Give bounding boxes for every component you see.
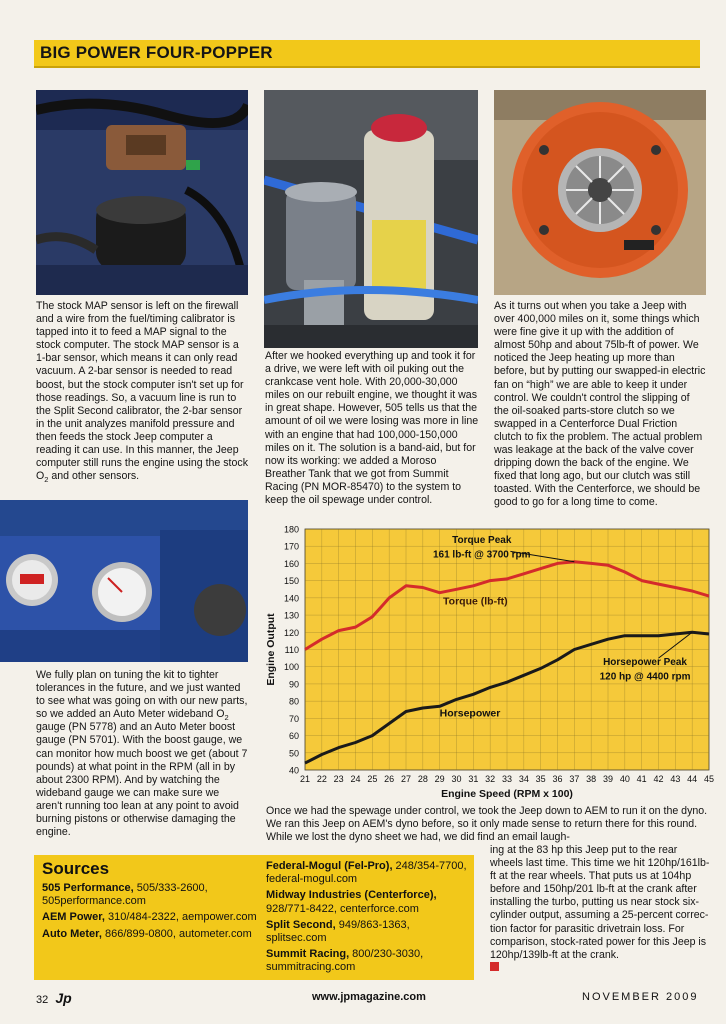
y-tick-label: 90: [288, 679, 299, 690]
x-tick-label: 31: [468, 774, 479, 784]
caption-gauges: We fully plan on tuning the kit to tighter tolerances in the future, and we just wanted to see what was going on with our new parts, so we added an Auto Meter wideband $O_2$ gauge (PN 5778) and an Auto Meter boost gauge (PN 5701). With the boost gauge, we can monitor how much boost we get (about 7 pounds) at what point in the RPM (all in by about 2300 RPM). And by watching the wideband gauge we can make sure we aren't running too lean at any point to avoid burning pistons or otherwise damaging the engine.: [36, 669, 248, 839]
x-tick-label: 33: [501, 774, 513, 784]
caption-map-sensor: The stock MAP sensor is left on the firewall and a wire from the fuel/timing calibrator is tapped into it to feed a MAP signal to the stock computer. The stock MAP sensor is a 1-bar sensor, which means it can only read vacuum. A 2-bar sensor is needed to read boost, but the stock computer isn't set up for those readings. So, a vacuum line is run to the Split Second calibrator, the 2-bar sensor in the unit analyzes manifold pressure and then feeds the stock Jeep computer a reading it can use. In this manner, the Jeep computer still runs the engine using the stock $O_2$ and other sensors.: [36, 300, 248, 485]
footer-url[interactable]: www.jpmagazine.com: [312, 991, 426, 1003]
source-entry: Summit Racing, 800/230-3030, summitracing.com: [266, 948, 424, 974]
x-tick-label: 27: [400, 774, 412, 784]
page-number: 32: [36, 994, 49, 1006]
y-tick-label: 50: [288, 748, 299, 759]
source-entry: 505 Performance, 505/333-2600, 505performance.com: [42, 882, 208, 908]
magazine-logo: Jp: [55, 990, 72, 1006]
source-entry: Midway Industries (Centerforce), 928/771-8422, centerforce.com: [266, 889, 437, 915]
sources-title: Sources: [42, 859, 110, 878]
x-tick-label: 42: [653, 774, 664, 784]
sources-box: [34, 855, 474, 980]
sources-left-column: [42, 882, 260, 944]
x-tick-label: 29: [434, 774, 445, 784]
footer-page: [36, 990, 72, 1006]
x-axis-label: Engine Speed (RPM x 100): [441, 788, 573, 800]
photo-gauges: [0, 500, 248, 662]
x-tick-label: 34: [518, 774, 529, 784]
x-tick-label: 26: [384, 774, 395, 784]
x-tick-label: 28: [417, 774, 428, 784]
x-tick-label: 32: [485, 774, 496, 784]
x-tick-label: 25: [367, 774, 378, 784]
y-tick-label: 160: [283, 558, 299, 569]
x-tick-label: 22: [316, 774, 327, 784]
photo-map-sensor: [36, 90, 248, 295]
source-entry: Federal-Mogul (Fel-Pro), 248/354-7700, federal-mogul.com: [266, 860, 467, 886]
torque-series-label: Torque (lb-ft): [443, 595, 508, 608]
article-title: BIG POWER FOUR-POPPER: [40, 43, 273, 62]
x-tick-label: 40: [619, 774, 630, 784]
caption-breather-tank: After we hooked everything up and took it for a drive, we were left with oil puking out the crankcase vent hole. With 20,000-30,000 miles on our rebuilt engine, we thought it was in great shape. However, 505 tells us that the amount of oil we were losing was more in line with an engine that had 100,000-150,000 miles on it. The solution is a band-aid, but for now its working: we added a Moroso Breather Tank that we got from Summit Racing (PN MOR-85470) to the system to keep the oil spewage under control.: [265, 350, 479, 507]
footer-issue: NOVEMBER 2009: [582, 991, 699, 1003]
y-axis-label: Engine Output: [265, 613, 277, 686]
photo-breather-tank: [264, 90, 478, 348]
dyno-chart-svg: [263, 520, 719, 805]
horsepower-series-label: Horsepower: [439, 707, 501, 720]
torque-peak-title: Torque Peak: [452, 534, 512, 546]
y-tick-label: 70: [288, 713, 299, 724]
y-tick-label: 60: [288, 731, 299, 742]
y-tick-label: 80: [288, 696, 299, 707]
x-tick-label: 45: [703, 774, 715, 784]
source-entry: Auto Meter, 866/899-0800, autometer.com: [42, 927, 252, 940]
y-tick-label: 100: [283, 662, 299, 673]
x-tick-label: 43: [670, 774, 681, 784]
source-entry: AEM Power, 310/484-2322, aempower.com: [42, 911, 257, 924]
end-mark-icon: [490, 962, 499, 971]
x-tick-label: 36: [552, 774, 563, 784]
header-bar: [34, 40, 700, 68]
x-tick-label: 23: [333, 774, 344, 784]
horsepower-peak-title: Horsepower Peak: [603, 656, 688, 668]
x-tick-label: 44: [687, 774, 698, 784]
sources-right-column: [266, 860, 470, 978]
y-tick-label: 120: [283, 627, 299, 638]
y-tick-label: 170: [283, 541, 299, 552]
x-tick-label: 38: [586, 774, 597, 784]
y-tick-label: 140: [283, 593, 299, 604]
dyno-chart: [263, 520, 719, 805]
y-tick-label: 150: [283, 576, 299, 587]
caption-clutch: As it turns out when you take a Jeep with over 400,000 miles on it, some things which were fine give it up with the addition of almost 50hp and about 75lb-ft of power. We noticed the Jeep heating up more than before, but by putting our swapped-in electric fan on “high” we are able to keep it under control. We couldn't control the slipping of the oil-soaked parts-store clutch so we swapped in a Centerforce Dual Friction clutch to fix the problem. The actual problem was leakage at the back of the valve cover dripping down the back of the engine. We fixed that long ago, but our clutch was still toasted. With the Centerforce, we should be good to go for a long time to come.: [494, 300, 706, 509]
x-tick-label: 37: [569, 774, 580, 784]
y-tick-label: 110: [284, 645, 299, 655]
y-tick-label: 130: [283, 610, 299, 621]
y-tick-label: 180: [283, 524, 299, 535]
source-entry: Split Second, 949/863-1363, splitsec.com: [266, 918, 410, 945]
body-paragraph-2: ing at the 83 hp this Jeep put to the rear wheels last time. This time we hit 120hp/161lb-ft at the rear wheels. That puts us at 104hp before and 150hp/201 lb-ft at the crank after installing the turbo, putting us near stock six-cylinder output, assuming a 25-percent correc-tion factor for parasitic drivetrain loss. For comparison, stock-rated power for this Jeep is 120hp/139lb-ft at the crank.: [490, 844, 710, 961]
body-paragraph-1: Once we had the spewage under control, we took the Jeep down to AEM to run it on the dyno. We ran this Jeep on AEM's dyno before, so it only made sense to return there for this round. While we lost the dyno sheet we had, we did find an email laugh-: [266, 805, 708, 844]
x-tick-label: 35: [535, 774, 546, 784]
torque-peak-value: 161 lb-ft @ 3700 rpm: [432, 549, 531, 561]
x-tick-label: 21: [299, 774, 311, 784]
photo-clutch: [494, 90, 706, 295]
y-tick-label: 40: [288, 765, 299, 776]
x-tick-label: 39: [602, 774, 614, 784]
x-tick-label: 24: [350, 774, 361, 784]
x-tick-label: 30: [451, 774, 462, 784]
horsepower-peak-value: 120 hp @ 4400 rpm: [599, 671, 691, 683]
x-tick-label: 41: [636, 774, 647, 784]
